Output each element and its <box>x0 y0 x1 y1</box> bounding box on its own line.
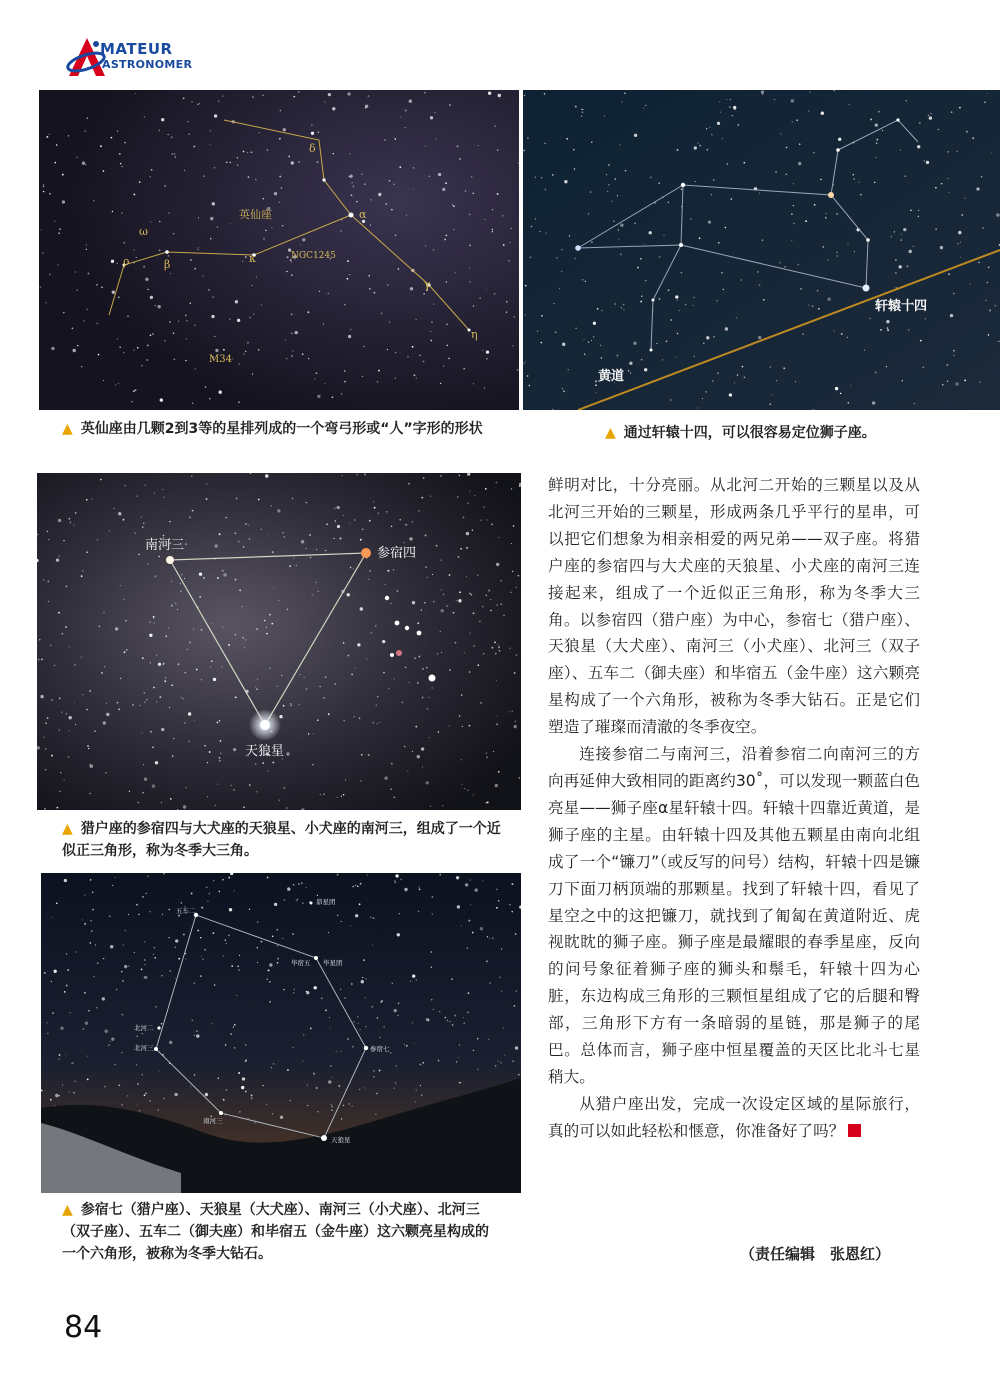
label-sirius-hex: 天狼星 <box>331 1136 351 1144</box>
leo-photo <box>523 90 1000 410</box>
label-beta: β <box>164 258 171 271</box>
label-ngc1245: NGC1245 <box>291 251 336 261</box>
label-gamma: γ <box>424 278 431 291</box>
label-eta: η <box>471 328 478 341</box>
label-m34: M34 <box>209 354 232 365</box>
label-ecliptic: 黄道 <box>598 369 625 384</box>
paragraph-1: 鲜明对比，十分亮丽。从北河二开始的三颗星以及从北河三开始的三颗星，形成两条几乎平行的星串，可以把它们想象为相亲相爱的两兄弟——双子座。将猎户座的参宿四与大犬座的天狼星、小犬座的南河三连接起来，组成了一个近似正三角形，称为冬季大三角。以参宿四（猎户座）为中心，参宿七（猎户座）、天狼星（大犬座）、南河三（小犬座）、北河三（双子座）、五车二（御夫座）和毕宿五（金牛座）这六颗亮星构成了一个六角形，被称为冬季大钻石。正是它们塑造了璀璨而清澈的冬季夜空。 <box>548 476 920 737</box>
editor-credit: （责任编辑 张恩红） <box>740 1245 891 1263</box>
label-hyades: 毕星团 <box>323 959 343 967</box>
label-capella: 五车二 <box>176 907 196 915</box>
label-alpha: α <box>359 208 367 221</box>
end-mark-icon <box>848 1124 861 1137</box>
magazine-logo <box>66 36 206 78</box>
label-pleiades: 昴星团 <box>316 898 336 906</box>
page-number: 84 <box>64 1310 103 1345</box>
paragraph-3: 从猎户座出发，完成一次设定区域的星际旅行，真的可以如此轻松和惬意，你准备好了吗？ <box>548 1094 920 1140</box>
caption-winter-hexagon: ▲ 参宿七（猎户座）、天狼星（大犬座）、南河三（小犬座）、北河三（双子座）、五车二（御夫座）和毕宿五（金牛座）这六颗亮星构成的一个六角形，被称为冬季大钻石。 <box>62 1202 489 1262</box>
label-pollux: 北河三 <box>134 1044 154 1052</box>
logo-text-mateur: MATEUR <box>100 40 173 58</box>
winter-hexagon-photo <box>41 873 521 1193</box>
label-kappa: κ <box>249 252 256 265</box>
article-body <box>548 472 920 1145</box>
label-procyon-hex: 南河三 <box>203 1117 223 1125</box>
label-regulus: 轩辕十四 <box>875 299 928 314</box>
label-aldebaran: 毕宿五 <box>291 959 311 967</box>
label-sirius: 天狼星 <box>245 744 285 759</box>
label-perseus: 英仙座 <box>239 208 272 221</box>
caption-perseus: ▲ 英仙座由几颗2到3等的星排列成的一个弯弓形或“人”字形的形状 <box>62 421 483 437</box>
label-omega: ω <box>139 225 148 238</box>
logo-text-astronomer: ASTRONOMER <box>102 58 193 71</box>
perseus-photo <box>39 90 519 410</box>
label-betelgeuse: 参宿四 <box>377 546 417 561</box>
label-rigel: 参宿七 <box>370 1045 390 1053</box>
triangle-bullet-icon: ▲ <box>605 425 616 441</box>
paragraph-2: 连接参宿二与南河三，沿着参宿二向南河三的方向再延伸大致相同的距离约30˚，可以发现一颗蓝白色亮星——狮子座α星轩辕十四。轩辕十四靠近黄道，是狮子座的主星。由轩辕十四及其他五颗星由南向北组成了一个“镰刀”（或反写的问号）结构，轩辕十四是镰刀下面刀柄顶端的那颗星。找到了轩辕十四，看见了星空之中的这把镰刀，就找到了匍匐在黄道附近、虎视眈眈的狮子座。狮子座是最耀眼的春季星座，反向的问号象征着狮子座的狮头和鬃毛，轩辕十四为心脏，东边构成三角形的三颗恒星组成了它的后腿和臀部，三角形下方有一条暗弱的星链，那是狮子的尾巴。总体而言，狮子座中恒星覆盖的天区比北斗七星稍大。 <box>548 745 920 1086</box>
label-delta: δ <box>309 142 316 155</box>
triangle-bullet-icon: ▲ <box>62 1202 73 1218</box>
caption-winter-triangle: ▲ 猎户座的参宿四与大犬座的天狼星、小犬座的南河三，组成了一个近似正三角形，称为冬季大三角。 <box>62 821 501 859</box>
label-procyon: 南河三 <box>145 538 185 553</box>
label-castor: 北河二 <box>134 1024 154 1032</box>
label-rho: ρ <box>123 255 130 268</box>
triangle-bullet-icon: ▲ <box>62 421 73 437</box>
caption-leo: ▲ 通过轩辕十四，可以很容易定位狮子座。 <box>605 425 876 441</box>
winter-triangle-photo <box>37 473 521 810</box>
triangle-bullet-icon: ▲ <box>62 821 73 837</box>
